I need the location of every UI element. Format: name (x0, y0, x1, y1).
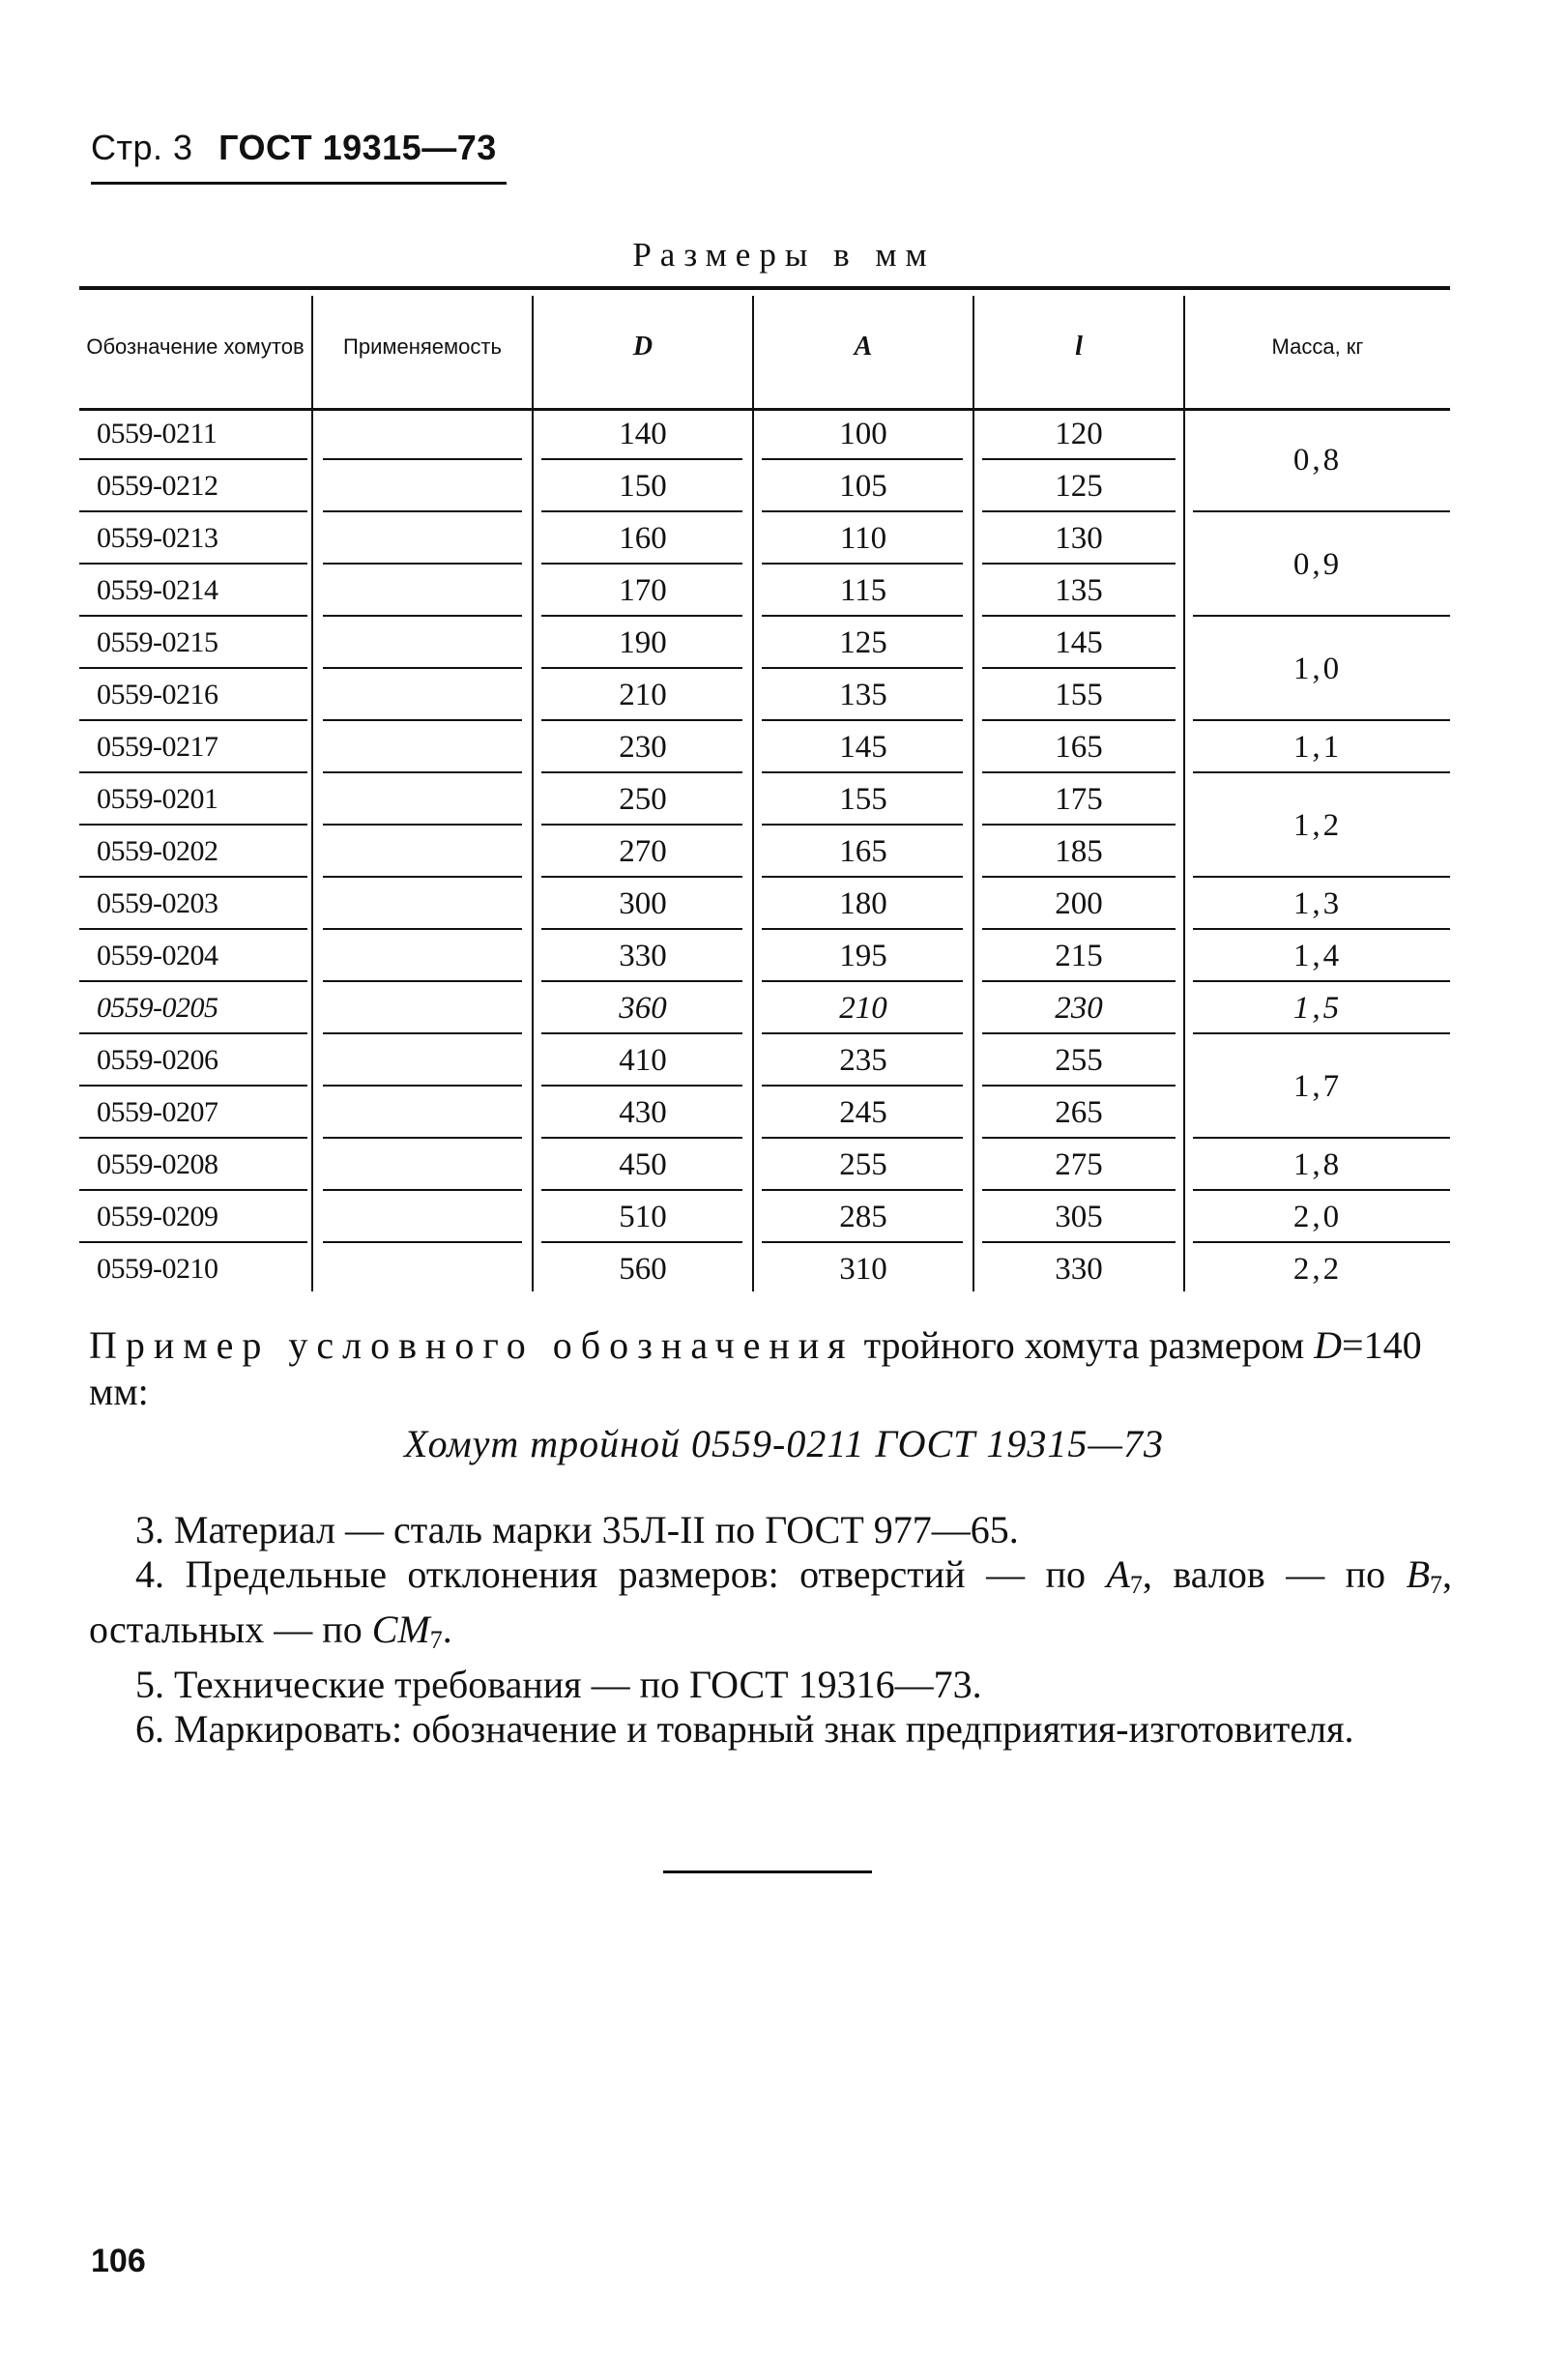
cell-D: 330 (619, 938, 667, 973)
cell-D: 150 (619, 468, 667, 504)
footer-rule (663, 1870, 872, 1873)
cell-mass: 0,8 (1292, 442, 1343, 478)
row-separator (323, 771, 522, 773)
header-rule (91, 182, 507, 185)
item-marking: 6. Маркировать: обозначение и товарный знак предприятия-изготовителя. (135, 1707, 1354, 1751)
row-designation: 0559-0216 (97, 679, 218, 710)
item-tolerances-end: . (442, 1608, 452, 1651)
cell-A: 255 (839, 1146, 887, 1182)
cell-A: 155 (839, 781, 887, 817)
cell-A: 210 (839, 990, 887, 1026)
sub-B: 7 (1430, 1571, 1443, 1599)
cell-A: 105 (839, 468, 887, 504)
cell-A: 115 (839, 572, 887, 608)
cell-l: 125 (1055, 468, 1103, 504)
cell-mass: 1,7 (1292, 1068, 1343, 1104)
row-separator (323, 1085, 522, 1087)
row-separator (323, 1137, 522, 1139)
row-designation: 0559-0213 (97, 522, 218, 554)
cell-l: 330 (1055, 1251, 1103, 1287)
cell-mass: 0,9 (1292, 546, 1343, 582)
cell-D: 360 (619, 990, 667, 1026)
cell-A: 125 (839, 624, 887, 660)
cell-D: 270 (619, 833, 667, 869)
header-l: l (1075, 332, 1083, 362)
cell-mass: 1,2 (1292, 807, 1343, 843)
row-designation: 0559-0206 (97, 1044, 218, 1076)
table-caption: Размеры в мм (632, 236, 936, 274)
cell-l: 200 (1055, 885, 1103, 921)
row-designation: 0559-0215 (97, 626, 218, 658)
var-B: B (1406, 1552, 1431, 1596)
row-separator (323, 719, 522, 721)
row-designation: 0559-0212 (97, 470, 218, 502)
row-designation: 0559-0209 (97, 1201, 218, 1232)
cell-A: 310 (839, 1251, 887, 1287)
row-designation: 0559-0210 (97, 1253, 218, 1285)
example-lead: Пример условного обозначения (89, 1323, 855, 1367)
row-separator (323, 1032, 522, 1034)
item-tolerances (89, 1552, 1452, 1663)
row-separator (323, 667, 522, 669)
cell-A: 235 (839, 1042, 887, 1078)
header-applicability: Применяемость (343, 334, 502, 360)
cell-D: 430 (619, 1094, 667, 1130)
cell-l: 155 (1055, 677, 1103, 712)
row-separator (323, 980, 522, 982)
sub-CM: 7 (429, 1626, 443, 1654)
cell-l: 265 (1055, 1094, 1103, 1130)
cell-mass: 1,3 (1292, 885, 1343, 921)
row-designation: 0559-0205 (97, 992, 218, 1024)
cell-mass: 1,0 (1292, 651, 1343, 686)
header-A: A (854, 332, 873, 362)
cell-l: 255 (1055, 1042, 1103, 1078)
header-designation: Обозначение хомутов (86, 334, 305, 360)
cell-D: 300 (619, 885, 667, 921)
cell-A: 100 (839, 416, 887, 451)
cell-A: 285 (839, 1199, 887, 1234)
item-tolerances-text-c: , остальных — по (89, 1552, 1453, 1651)
cell-A: 165 (839, 833, 887, 869)
cell-l: 145 (1055, 624, 1103, 660)
var-A: A (1106, 1552, 1130, 1596)
cell-D: 190 (619, 624, 667, 660)
cell-D: 510 (619, 1199, 667, 1234)
row-designation: 0559-0207 (97, 1096, 218, 1128)
cell-A: 145 (839, 729, 887, 765)
cell-D: 160 (619, 520, 667, 556)
example-value: =140 мм: (89, 1323, 1422, 1413)
cell-A: 195 (839, 938, 887, 973)
cell-A: 180 (839, 885, 887, 921)
cell-mass: 2,2 (1292, 1251, 1343, 1287)
item-tolerances-text-b: , валов — по (1142, 1552, 1386, 1596)
row-separator (323, 824, 522, 826)
cell-D: 450 (619, 1146, 667, 1182)
page-label: Стр. 3 (91, 128, 193, 167)
row-designation: 0559-0217 (97, 731, 218, 763)
cell-D: 140 (619, 416, 667, 451)
row-separator (323, 458, 522, 460)
cell-l: 175 (1055, 781, 1103, 817)
row-designation: 0559-0204 (97, 940, 218, 971)
cell-l: 135 (1055, 572, 1103, 608)
row-designation: 0559-0211 (97, 418, 218, 449)
item-tolerances-text-a: 4. Предельные отклонения размеров: отверстий — по (135, 1552, 1086, 1596)
row-separator (323, 876, 522, 878)
example-rest: тройного хомута размером (863, 1323, 1305, 1367)
designation-example (89, 1322, 1452, 1415)
cell-mass: 1,8 (1292, 1146, 1343, 1182)
item-technical: 5. Технические требования — по ГОСТ 19316—73. (135, 1663, 982, 1706)
var-CM: CM (371, 1608, 430, 1651)
row-designation: 0559-0203 (97, 887, 218, 919)
example-designation: Хомут тройной 0559-0211 ГОСТ 19315—73 (404, 1422, 1164, 1465)
cell-D: 410 (619, 1042, 667, 1078)
cell-A: 110 (839, 520, 887, 556)
row-designation: 0559-0202 (97, 835, 218, 867)
cell-l: 165 (1055, 729, 1103, 765)
cell-l: 305 (1055, 1199, 1103, 1234)
cell-l: 275 (1055, 1146, 1103, 1182)
cell-mass: 1,5 (1292, 990, 1343, 1026)
requirements-list (89, 1508, 1452, 1752)
row-separator (323, 615, 522, 617)
row-designation: 0559-0201 (97, 783, 218, 815)
cell-D: 560 (619, 1251, 667, 1287)
cell-D: 170 (619, 572, 667, 608)
standard-number: ГОСТ 19315—73 (218, 128, 497, 167)
row-separator (323, 1241, 522, 1243)
header-D: D (632, 332, 653, 362)
row-designation: 0559-0208 (97, 1148, 218, 1180)
cell-D: 230 (619, 729, 667, 765)
row-designation: 0559-0214 (97, 574, 218, 606)
cell-A: 245 (839, 1094, 887, 1130)
cell-D: 250 (619, 781, 667, 817)
cell-mass: 1,4 (1292, 938, 1343, 973)
cell-l: 120 (1055, 416, 1103, 451)
cell-mass: 2,0 (1292, 1199, 1343, 1234)
cell-l: 230 (1055, 990, 1103, 1026)
header-mass: Масса, кг (1271, 334, 1364, 360)
item-material: 3. Материал — сталь марки 35Л-II по ГОСТ 977—65. (135, 1508, 1019, 1551)
row-separator (323, 928, 522, 930)
page-header (91, 128, 497, 168)
row-separator (323, 1189, 522, 1191)
cell-A: 135 (839, 677, 887, 712)
cell-l: 215 (1055, 938, 1103, 973)
cell-l: 185 (1055, 833, 1103, 869)
cell-l: 130 (1055, 520, 1103, 556)
cell-mass: 1,1 (1292, 729, 1343, 765)
row-separator (323, 563, 522, 565)
cell-D: 210 (619, 677, 667, 712)
row-separator (323, 510, 522, 512)
page-number: 106 (91, 2243, 146, 2279)
sub-A: 7 (1129, 1571, 1143, 1599)
example-var: D (1314, 1323, 1343, 1367)
